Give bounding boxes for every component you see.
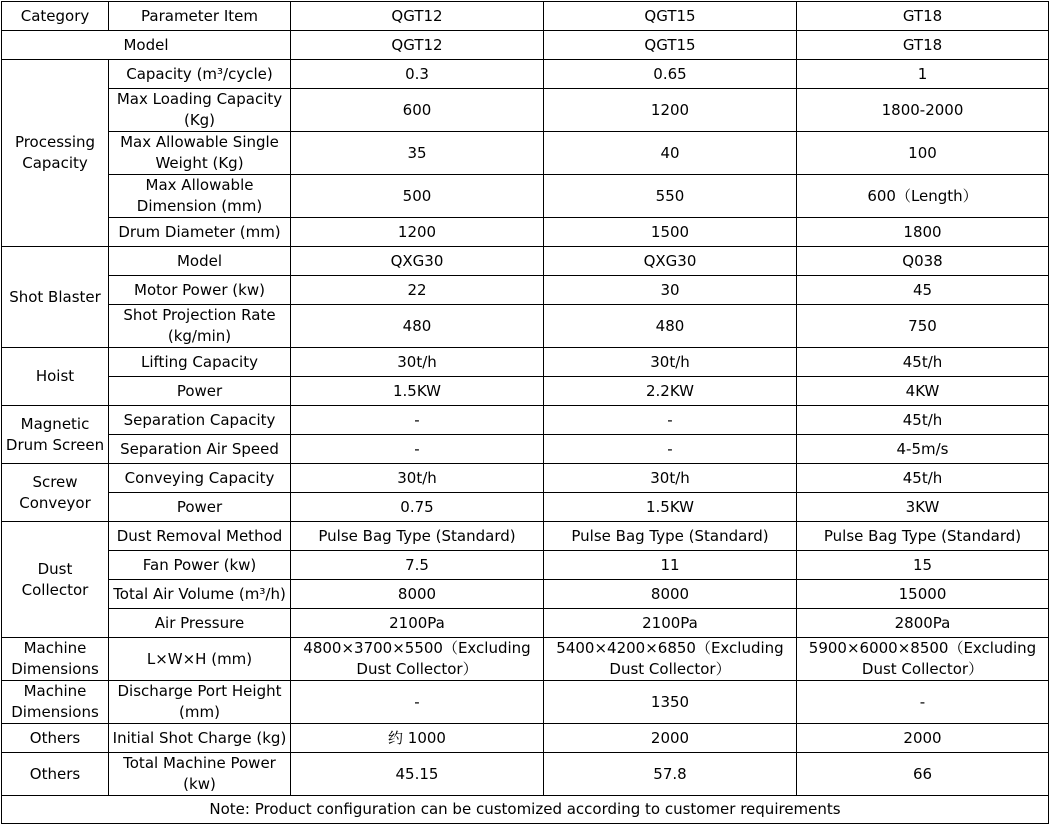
cell: 1 [797,60,1049,89]
category-cell: Others [2,753,109,796]
param-cell: Motor Power (kw) [109,276,291,305]
param-cell: Drum Diameter (mm) [109,218,291,247]
cell: 15000 [797,580,1049,609]
cell: - [544,406,797,435]
cell: 35 [291,132,544,175]
param-cell: Fan Power (kw) [109,551,291,580]
cell: 45t/h [797,348,1049,377]
table-row [2,406,1049,435]
table-row [2,609,1049,638]
cell: 66 [797,753,1049,796]
table-row [2,175,1049,218]
cell: 2.2KW [544,377,797,406]
cell: - [544,435,797,464]
param-cell: Initial Shot Charge (kg) [109,724,291,753]
category-cell: Dust Collector [2,522,109,638]
table-row [2,681,1049,724]
cell: 30t/h [291,464,544,493]
param-cell: Max Allowable Dimension (mm) [109,175,291,218]
param-cell: Lifting Capacity [109,348,291,377]
table-row [2,580,1049,609]
cell: 2000 [544,724,797,753]
cell: 550 [544,175,797,218]
category-cell: Screw Conveyor [2,464,109,522]
cell: 30t/h [544,348,797,377]
cell: QGT15 [544,31,797,60]
cell: 1.5KW [291,377,544,406]
cell: 5400×4200×6850（Excluding Dust Collector） [544,638,797,681]
param-cell: Discharge Port Height (mm) [109,681,291,724]
category-cell: Machine Dimensions [2,681,109,724]
param-cell: Conveying Capacity [109,464,291,493]
cell: 7.5 [291,551,544,580]
cell: 0.3 [291,60,544,89]
cell: 0.65 [544,60,797,89]
category-cell: Processing Capacity [2,60,109,247]
param-cell: Shot Projection Rate (kg/min) [109,305,291,348]
cell: 8000 [291,580,544,609]
cell: 45.15 [291,753,544,796]
cell: 1800-2000 [797,89,1049,132]
cell: 22 [291,276,544,305]
header-parameter: Parameter Item [109,2,291,31]
cell: 4800×3700×5500（Excluding Dust Collector） [291,638,544,681]
param-cell: Max Loading Capacity (Kg) [109,89,291,132]
cell: 1.5KW [544,493,797,522]
table-row [2,348,1049,377]
cell: GT18 [797,31,1049,60]
header-row [2,2,1049,31]
table-row [2,31,1049,60]
cell: 480 [291,305,544,348]
category-cell: Magnetic Drum Screen [2,406,109,464]
cell: - [291,406,544,435]
cell: Pulse Bag Type (Standard) [797,522,1049,551]
cell: 480 [544,305,797,348]
cell: 1350 [544,681,797,724]
cell: 100 [797,132,1049,175]
cell: - [291,435,544,464]
cell: 2800Pa [797,609,1049,638]
param-cell: Power [109,493,291,522]
cell: 15 [797,551,1049,580]
cell: 57.8 [544,753,797,796]
note-row [2,796,1049,824]
param-cell: Dust Removal Method [109,522,291,551]
cell: - [797,681,1049,724]
param-cell: Separation Air Speed [109,435,291,464]
table-row [2,638,1049,681]
category-cell: Others [2,724,109,753]
table-row [2,132,1049,175]
param-cell: Power [109,377,291,406]
cell: 2000 [797,724,1049,753]
cell: 45t/h [797,464,1049,493]
table-row [2,551,1049,580]
cell: 11 [544,551,797,580]
cell: 45t/h [797,406,1049,435]
table-row [2,89,1049,132]
cell: 4KW [797,377,1049,406]
table-row [2,464,1049,493]
param-cell: Separation Capacity [109,406,291,435]
param-cell: L×W×H (mm) [109,638,291,681]
cell: 45 [797,276,1049,305]
cell: Q038 [797,247,1049,276]
cell: 40 [544,132,797,175]
param-cell: Total Machine Power (kw) [109,753,291,796]
cell: 30t/h [291,348,544,377]
cell: 1200 [291,218,544,247]
cell: 1800 [797,218,1049,247]
header-category: Category [2,2,109,31]
table-row [2,522,1049,551]
cell: 1500 [544,218,797,247]
cell: 4-5m/s [797,435,1049,464]
table-row [2,60,1049,89]
table-row [2,724,1049,753]
header-model: QGT12 [291,2,544,31]
param-cell: Max Allowable Single Weight (Kg) [109,132,291,175]
cell: 2100Pa [291,609,544,638]
table-note: Note: Product configuration can be customized according to customer requirements [2,796,1049,824]
table-row [2,753,1049,796]
cell: QXG30 [291,247,544,276]
header-model: GT18 [797,2,1049,31]
cell: 5900×6000×8500（Excluding Dust Collector） [797,638,1049,681]
cell: 8000 [544,580,797,609]
cell: 2100Pa [544,609,797,638]
cell: QGT12 [291,31,544,60]
cell: QXG30 [544,247,797,276]
cell: 0.75 [291,493,544,522]
cell: 750 [797,305,1049,348]
table-row [2,493,1049,522]
cell: 600 [291,89,544,132]
cell: 约 1000 [291,724,544,753]
cell: - [291,681,544,724]
table-row [2,218,1049,247]
category-cell: Machine Dimensions [2,638,109,681]
table-row [2,276,1049,305]
model-label: Model [2,31,291,60]
cell: 30 [544,276,797,305]
param-cell: Model [109,247,291,276]
cell: 1200 [544,89,797,132]
param-cell: Capacity (m³/cycle) [109,60,291,89]
cell: 500 [291,175,544,218]
spec-table [1,1,1049,824]
table-row [2,435,1049,464]
table-row [2,247,1049,276]
cell: 30t/h [544,464,797,493]
cell: 600（Length） [797,175,1049,218]
table-row [2,305,1049,348]
category-cell: Shot Blaster [2,247,109,348]
param-cell: Air Pressure [109,609,291,638]
category-cell: Hoist [2,348,109,406]
header-model: QGT15 [544,2,797,31]
cell: Pulse Bag Type (Standard) [544,522,797,551]
cell: 3KW [797,493,1049,522]
cell: Pulse Bag Type (Standard) [291,522,544,551]
param-cell: Total Air Volume (m³/h) [109,580,291,609]
table-row [2,377,1049,406]
